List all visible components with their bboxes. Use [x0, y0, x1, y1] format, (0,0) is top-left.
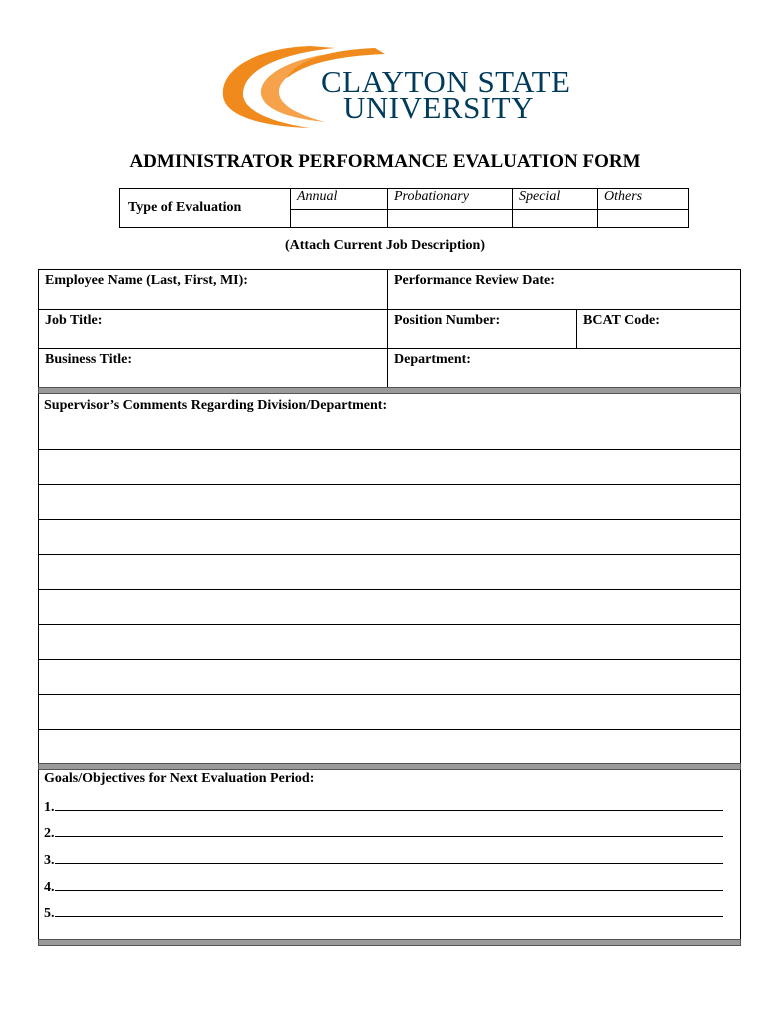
job-title-field[interactable]	[38, 309, 388, 349]
goal-number: 1.	[44, 800, 55, 815]
attach-job-description-note: (Attach Current Job Description)	[285, 238, 485, 253]
goal-line-1[interactable]	[44, 798, 723, 816]
goal-line-5[interactable]	[44, 904, 723, 922]
checkbox-probationary[interactable]	[388, 209, 513, 227]
option-probationary[interactable]: Probationary	[388, 189, 513, 210]
goals-right-border	[740, 770, 741, 940]
option-special[interactable]: Special	[513, 189, 598, 210]
comment-line	[38, 624, 741, 625]
goal-line-4[interactable]	[44, 878, 723, 896]
goal-line-2[interactable]	[44, 824, 723, 842]
goals-label: Goals/Objectives for Next Evaluation Period:	[44, 771, 315, 786]
comment-line	[38, 519, 741, 520]
goal-line-3[interactable]	[44, 851, 723, 869]
review-date-field[interactable]	[387, 269, 741, 310]
goal-number: 4.	[44, 880, 55, 895]
checkbox-others[interactable]	[598, 209, 689, 227]
position-number-field[interactable]	[387, 309, 577, 349]
checkbox-annual[interactable]	[291, 209, 388, 227]
job-title-label: Job Title:	[45, 313, 103, 328]
goals-left-border	[38, 770, 39, 940]
checkbox-special[interactable]	[513, 209, 598, 227]
university-logo	[215, 34, 571, 136]
goal-number: 5.	[44, 906, 55, 921]
comment-line	[38, 589, 741, 590]
department-field[interactable]	[387, 348, 741, 388]
comment-line	[38, 484, 741, 485]
option-annual[interactable]: Annual	[291, 189, 388, 210]
comment-line	[38, 694, 741, 695]
comment-line	[38, 554, 741, 555]
department-label: Department:	[394, 352, 471, 367]
evaluation-type-table	[119, 188, 689, 228]
form-title: ADMINISTRATOR PERFORMANCE EVALUATION FORM	[129, 151, 641, 172]
position-number-label: Position Number:	[394, 313, 501, 328]
section-divider	[38, 387, 741, 394]
employee-name-label: Employee Name (Last, First, MI):	[45, 273, 248, 288]
comment-line	[38, 659, 741, 660]
bcat-code-label: BCAT Code:	[583, 313, 660, 328]
supervisor-comments-label: Supervisor’s Comments Regarding Division/Department:	[44, 398, 388, 413]
goal-number: 3.	[44, 853, 55, 868]
logo-line-1: CLAYTON STATE	[321, 64, 571, 99]
section-divider	[38, 939, 741, 946]
business-title-label: Business Title:	[45, 352, 133, 367]
review-date-label: Performance Review Date:	[394, 273, 555, 288]
business-title-field[interactable]	[38, 348, 388, 388]
comment-line	[38, 729, 741, 730]
comment-line	[38, 449, 741, 450]
logo-line-2: UNIVERSITY	[343, 90, 534, 125]
employee-name-field[interactable]	[38, 269, 388, 310]
goal-number: 2.	[44, 826, 55, 841]
section-divider	[38, 763, 741, 770]
evaluation-type-label: Type of Evaluation	[120, 189, 291, 228]
bcat-code-field[interactable]	[576, 309, 741, 349]
option-others[interactable]: Others	[598, 189, 689, 210]
